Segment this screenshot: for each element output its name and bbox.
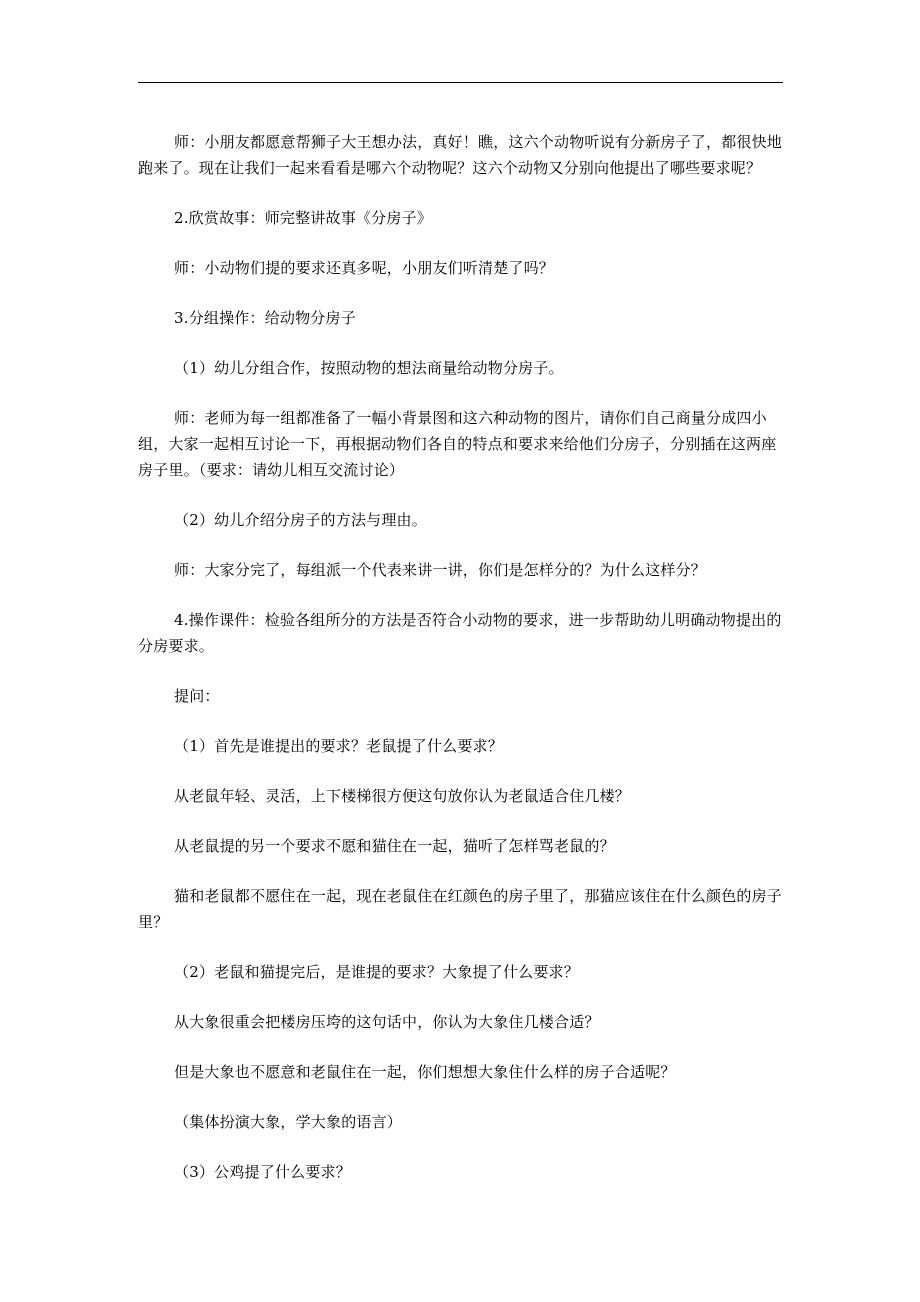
paragraph-elephant-house: 但是大象也不愿意和老鼠住在一起，你们想想大象住什么样的房子合适呢？ [174, 1063, 676, 1081]
paragraph-questions-label: 提问： [174, 687, 220, 705]
paragraph-question-3: （3）公鸡提了什么要求？ [174, 1163, 351, 1181]
paragraph-teacher-question: 师：小动物们提的要求还真多呢，小朋友们听清楚了吗？ [174, 259, 555, 277]
paragraph-teacher-instructions: 师：老师为每一组都准备了一幅小背景图和这六种动物的图片，请你们自己商量分成四小组，大家一起相互讨论一下，再根据动物们各自的特点和要求来给他们分房子，分别插在这两座房子里。（要求：请幼儿相互交流讨论） [138, 409, 777, 479]
header-rule [138, 82, 783, 83]
paragraph-teacher-followup: 师：大家分完了，每组派一个代表来讲一讲，你们是怎样分的？为什么这样分？ [174, 561, 707, 579]
paragraph-mouse-floor: 从老鼠年轻、灵活，上下楼梯很方便这句放你认为老鼠适合住几楼？ [174, 787, 631, 805]
paragraph-courseware-heading: 4.操作课件：检验各组所分的方法是否符合小动物的要求，进一步帮助幼儿明确动物提出的分房要求。 [138, 611, 782, 655]
paragraph-question-1: （1）首先是谁提出的要求？老鼠提了什么要求？ [174, 737, 503, 755]
paragraph-cat-house-color: 猫和老鼠都不愿住在一起，现在老鼠住在红颜色的房子里了，那猫应该住在什么颜色的房子里？ [138, 887, 783, 931]
paragraph-group-operation-heading: 3.分组操作：给动物分房子 [174, 309, 356, 327]
paragraph-mouse-cat: 从老鼠提的另一个要求不愿和猫住在一起，猫听了怎样骂老鼠的？ [174, 837, 615, 855]
paragraph-role-play: （集体扮演大象，学大象的语言） [174, 1113, 403, 1131]
paragraph-group-step-1: （1）幼儿分组合作，按照动物的想法商量给动物分房子。 [174, 359, 564, 377]
paragraph-elephant-floor: 从大象很重会把楼房压垮的这句话中，你认为大象住几楼合适？ [174, 1013, 600, 1031]
document-body [138, 129, 783, 1209]
paragraph-question-2: （2）老鼠和猫提完后，是谁提的要求？大象提了什么要求？ [174, 963, 579, 981]
paragraph-story-heading: 2.欣赏故事：师完整讲故事《分房子》 [174, 209, 432, 227]
paragraph-teacher-intro: 师：小朋友都愿意帮狮子大王想办法，真好！瞧，这六个动物听说有分新房子了，都很快地跑来了。现在让我们一起来看看是哪六个动物呢？这六个动物又分别向他提出了哪些要求呢？ [138, 133, 783, 177]
paragraph-group-step-2: （2）幼儿介绍分房子的方法与理由。 [174, 511, 427, 529]
